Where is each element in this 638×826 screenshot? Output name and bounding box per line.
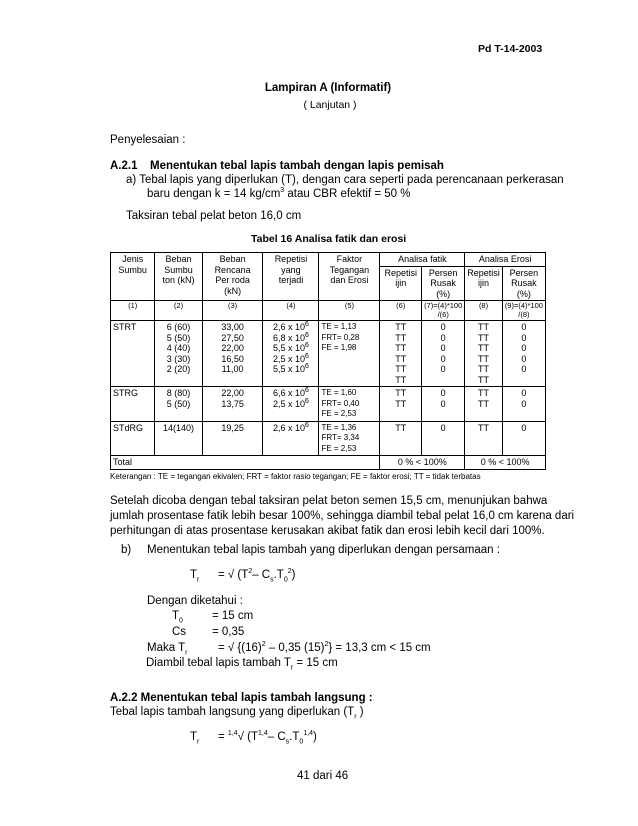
table-row: STRG 8 (80) 5 (50) 22,00 13,75 6,6 x $10^6$ 2,5 x $10^6$ TE = 1,60 FRT= 0,40 FE = 2,53 TT TT 0 0 TT TT 0 0 <box>111 387 546 422</box>
t0-value: = 15 cm <box>212 610 254 622</box>
equation-tr-formula: = √ ($T^2-$ $C_s.T_0^2$) <box>218 568 296 584</box>
section-a22-heading: A.2.2 Menentukan tebal lapis tambah langsung : <box>110 692 373 704</box>
table-row: STdRG 14(140) 19,25 2,6 x $10^6$ TE = 1,36 FRT= 3,34 FE = 2,53 TT 0 TT 0 <box>111 421 546 456</box>
paragraph-line: Setelah dicoba dengan tebal taksiran pelat beton semen 15,5 cm, menunjukan bahwa <box>110 495 548 507</box>
header-analisa-erosi: Analisa Erosi <box>465 253 546 267</box>
paragraph-line: jumlah prosentase fatik lebih besar 100%, sehingga diambil tebal pelat 16,0 cm karena dari <box>110 510 575 522</box>
header-persen-rusak-erosi: Persen Rusak (%) <box>502 266 545 301</box>
header-jenis: Jenis Sumbu <box>111 253 155 301</box>
equation-tr: $T_r$ <box>190 569 200 584</box>
item-b-text: Menentukan tebal lapis tambah yang diperlukan dengan persamaan : <box>147 544 500 556</box>
header-faktor: Faktor Tegangan dan Erosi <box>319 253 380 301</box>
header-repetisi-ijin-erosi: Repetisi ijin <box>465 266 503 301</box>
table-total-row: Total 0 % < 100% 0 % < 100% <box>111 456 546 470</box>
table-index-row: (1) (2) (3) (4) (5) (6) (7)=(4)*100 /(6) (8) (9)=(4)*100 /(8) <box>111 301 546 321</box>
header-repetisi-ijin-fatik: Repetisi ijin <box>380 266 422 301</box>
maka-formula: = √ {$(16)^2 - 0,35$ $(15)^2\} = 13,3$ cm < 15 cm <box>218 641 431 654</box>
item-a-line1: a) Tebal lapis yang diperlukan (T), dengan cara seperti pada perencanaan perkerasan <box>126 174 564 186</box>
table-keterangan: Keterangan : TE = tegangan ekivalen; FRT = faktor rasio tegangan; FE = faktor erosi; TT = tidak terbatas <box>110 472 481 481</box>
penyelesaian-label: Penyelesaian : <box>110 134 186 146</box>
cs-label: Cs <box>172 626 187 638</box>
page-title: Lampiran A (Informatif) <box>264 82 392 94</box>
table-caption: Tabel 16 Analisa fatik dan erosi <box>251 233 407 245</box>
taksiran-text: Taksiran tebal pelat beton 16,0 cm <box>126 210 302 222</box>
paragraph-line: perhitungan di atas prosentase kerusakan akibat fatik dan erosi lebih kecil dari 100%. <box>110 525 545 537</box>
item-b-label: b) <box>121 544 132 556</box>
diambil-text: Diambil tebal lapis tambah $T_r = 15$ cm <box>146 657 338 672</box>
header-persen-rusak-fatik: Persen Rusak (%) <box>422 266 465 301</box>
equation-a22-tr: $T_r$ <box>190 731 200 746</box>
header-analisa-fatik: Analisa fatik <box>380 253 465 267</box>
header-repetisi: Repetisi yang terjadi <box>263 253 319 301</box>
header-beban-sumbu: Beban Sumbu ton (kN) <box>155 253 202 301</box>
table-row: STRT 6 (60) 5 (50) 4 (40) 3 (30) 2 (20) 33,00 27,50 22,00 16,50 11,00 2,6 x $10^6$ 6,8 x $10^6$ 5,5 x $10^6$ 2,5 x $10^6$ 5,5 x $10^6$ TE = 1,13 FRT= 0,28 FE = 1,98 TT TT TT TT TT TT 0 0 0 0 0 TT TT TT TT TT TT 0 0 0 0 0 <box>111 321 546 387</box>
page-subtitle: ( Lanjutan ) <box>303 99 357 111</box>
section-a21-number: A.2.1 <box>110 160 138 172</box>
fatigue-erosion-table <box>110 252 546 470</box>
cs-value: = 0,35 <box>212 626 245 638</box>
document-code: Pd T-14-2003 <box>478 43 543 55</box>
diketahui-label: Dengan diketahui : <box>147 595 243 607</box>
section-a22-text: Tebal lapis tambah langsung yang diperlukan ($T_r$ ) <box>110 706 364 721</box>
page-number: 41 dari 46 <box>297 770 349 782</box>
table-header-row <box>111 253 546 267</box>
header-beban-rencana: Beban Rencana Per roda (kN) <box>202 253 263 301</box>
t0-label: $T_0$ <box>172 610 183 625</box>
equation-a22-formula: = $^{1,4}$√ ($T^{1,4}-$ $C_s.T_0^{1,4}$) <box>218 730 317 746</box>
item-a-line2: baru dengan k = 14 $kg/cm^3$ atau CBR efektif = 50 % <box>147 187 411 200</box>
section-a21-heading: Menentukan tebal lapis tambah dengan lapis pemisah <box>150 160 444 172</box>
maka-label: Maka $T_r$ <box>147 642 188 657</box>
